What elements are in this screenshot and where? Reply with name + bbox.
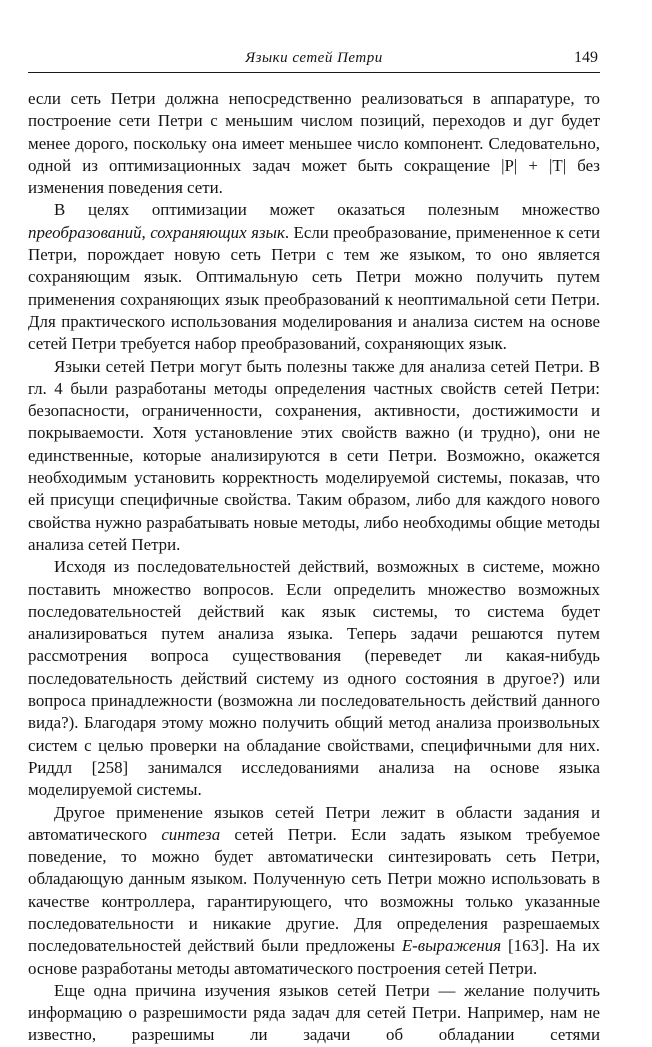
emphasis-term: E-выражения [401, 936, 502, 956]
text-run: Еще одна причина изучения языков сетей Петри — желание получить информацию о разрешимости ряда задач для сетей Петри. Например, нам не известно, разрешимы ли задачи об обладании сетями [28, 980, 600, 1045]
emphasis-term: преобразований, сохраняющих язык [28, 222, 285, 242]
paragraph-5 [28, 802, 600, 980]
text-run: сетей Петри. Если задать языком требуемое поведение, то можно будет автоматически синтезировать сеть Петри, обладающую данным языком. Полученную сеть Петри можно использовать в качестве контроллера, гарантирующего, что возможны только указанные последовательности и никакие другие. Для определения разрешаемых последовательностей действий были предложены [28, 824, 601, 956]
text-run: Языки сетей Петри могут быть полезны также для анализа сетей Петри. В гл. 4 были разработаны методы определения частных свойств сетей Петри: безопасности, ограниченности, сохранения, активности, достижимости и покрываемости. Хотя установление этих свойств важно (и трудно), они не единственные, которые анализируются в сети Петри. Возможно, окажется необходимым установить корректность моделируемой системы, показав, что ей присущи специфичные свойства. Таким образом, либо для каждого нового свойства нужно разрабатывать новые методы, либо необходимы общие методы анализа сетей Петри. [28, 356, 600, 554]
text-run: В целях оптимизации может оказаться полезным множество [54, 200, 600, 220]
paragraph-4 [28, 556, 600, 801]
page-header [28, 46, 600, 73]
text-run: [163]. На их основе разработаны методы автоматического построения сетей Петри. [28, 936, 600, 978]
paragraph-6 [28, 980, 600, 1047]
paragraph-1 [28, 88, 600, 199]
text-run: Другое применение языков сетей Петри лежит в области задания и автоматического [28, 802, 600, 844]
text-run: . Если преобразование, примененное к сети Петри, порождает новую сеть Петри с тем же языком, то оно является сохраняющим язык. Оптимальную сеть Петри можно получить путем применения сохраняющих язык преобразований к неоптимальной сети Петри. Для практического использования моделирования и анализа систем на основе сетей Петри требуется набор преобразований, сохраняющих язык. [28, 222, 600, 354]
text-run: если сеть Петри должна непосредственно реализоваться в аппаратуре, то построение сети Петри с меньшим числом позиций, переходов и дуг будет менее дорого, поскольку она имеет меньшее число компонент. Следовательно, одной из оптимизационных задач может быть сокращение |P| + |T| без изменения поведения сети. [28, 89, 600, 198]
emphasis-term: синтеза [161, 824, 221, 844]
running-title: Языки сетей Петри [245, 50, 383, 66]
paragraph-2 [28, 199, 600, 355]
body-text [28, 88, 600, 1047]
paragraph-3 [28, 356, 600, 557]
page-number: 149 [574, 49, 598, 66]
text-run: Исходя из последовательностей действий, возможных в системе, можно поставить множество вопросов. Если определить множество возможных последовательностей действий как язык системы, то система будет анализироваться путем анализа языка. Теперь задачи решаются путем рассмотрения вопроса существования (переведет ли какая-нибудь последовательность действий систему из одного состояния в другое?) или вопроса принадлежности (возможна ли последовательность действий данного вида?). Благодаря этому можно получить общий метод анализа произвольных систем с целью проверки на обладание свойствами, специфичными для них. Риддл [258] занимался исследованиями анализа на основе языка моделируемой системы. [28, 557, 600, 800]
